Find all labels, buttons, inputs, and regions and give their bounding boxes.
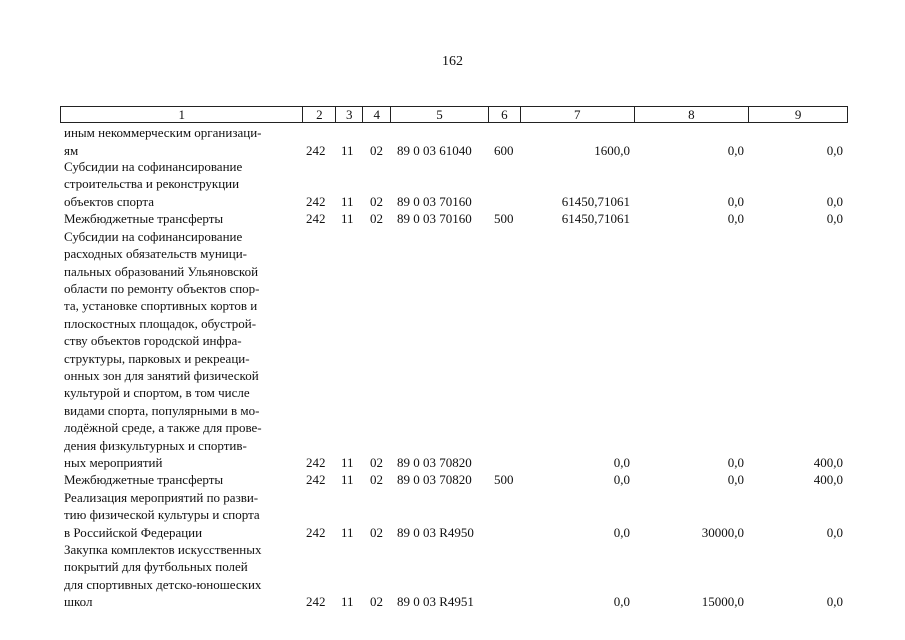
cell-col-2: 242 — [306, 525, 326, 540]
cell-col-9: 0,0 — [826, 525, 843, 540]
table-header — [60, 106, 848, 123]
cell-col-2: 242 — [306, 194, 326, 209]
cell-col-7: 0,0 — [613, 472, 630, 487]
table-row — [0, 315, 905, 332]
row-name: школ — [64, 594, 93, 609]
cell-col-6: 600 — [494, 143, 514, 158]
header-col-1: 1 — [61, 107, 303, 122]
table-row — [0, 454, 905, 471]
table-row — [0, 210, 905, 227]
cell-col-3: 11 — [341, 594, 354, 609]
cell-col-3: 11 — [341, 211, 354, 226]
table-row — [0, 332, 905, 349]
table-row — [0, 175, 905, 192]
table-row — [0, 280, 905, 297]
row-name: объектов спорта — [64, 194, 154, 209]
table-row — [0, 245, 905, 262]
table-row — [0, 263, 905, 280]
cell-col-4: 02 — [370, 594, 383, 609]
cell-col-5: 89 0 03 70820 — [397, 455, 472, 470]
cell-col-3: 11 — [341, 455, 354, 470]
row-name: в Российской Федерации — [64, 525, 203, 540]
cell-col-2: 242 — [306, 455, 326, 470]
row-name: та, установке спортивных кортов и — [64, 298, 258, 313]
cell-col-8: 0,0 — [727, 455, 744, 470]
row-name: для спортивных детско-юношеских — [64, 577, 262, 592]
row-name: культурой и спортом, в том числе — [64, 385, 250, 400]
cell-col-2: 242 — [306, 211, 326, 226]
header-col-4: 4 — [363, 107, 391, 122]
row-name: расходных обязательств муници- — [64, 246, 247, 261]
row-name: области по ремонту объектов спор- — [64, 281, 260, 296]
cell-col-3: 11 — [341, 143, 354, 158]
row-name: видами спорта, популярными в мо- — [64, 403, 260, 418]
cell-col-3: 11 — [341, 194, 354, 209]
row-name: Субсидии на софинансирование — [64, 229, 243, 244]
cell-col-7: 61450,71061 — [561, 194, 630, 209]
row-name: структуры, парковых и рекреаци- — [64, 351, 250, 366]
row-name: строительства и реконструкции — [64, 176, 240, 191]
cell-col-8: 0,0 — [727, 143, 744, 158]
table-row — [0, 489, 905, 506]
cell-col-5: 89 0 03 70160 — [397, 194, 472, 209]
cell-col-7: 1600,0 — [594, 143, 630, 158]
cell-col-7: 0,0 — [613, 594, 630, 609]
cell-col-5: 89 0 03 70160 — [397, 211, 472, 226]
row-name: онных зон для занятий физической — [64, 368, 259, 383]
cell-col-4: 02 — [370, 143, 383, 158]
header-col-3: 3 — [336, 107, 363, 122]
cell-col-7: 61450,71061 — [561, 211, 630, 226]
cell-col-6: 500 — [494, 472, 514, 487]
cell-col-2: 242 — [306, 594, 326, 609]
cell-col-8: 15000,0 — [701, 594, 744, 609]
cell-col-9: 0,0 — [826, 194, 843, 209]
row-name: Закупка комплектов искусственных — [64, 542, 262, 557]
cell-col-4: 02 — [370, 194, 383, 209]
cell-col-3: 11 — [341, 472, 354, 487]
table-row — [0, 193, 905, 210]
table-row — [0, 437, 905, 454]
cell-col-7: 0,0 — [613, 455, 630, 470]
cell-col-8: 0,0 — [727, 194, 744, 209]
row-name: ям — [64, 143, 79, 158]
header-col-7: 7 — [521, 107, 635, 122]
row-name: лодёжной среде, а также для прове- — [64, 420, 262, 435]
row-name: иным некоммерческим организаци- — [64, 125, 262, 140]
table-row — [0, 228, 905, 245]
cell-col-9: 400,0 — [813, 472, 843, 487]
table-row — [0, 558, 905, 575]
cell-col-4: 02 — [370, 472, 383, 487]
table-row — [0, 593, 905, 610]
table-row — [0, 350, 905, 367]
table-row — [0, 367, 905, 384]
cell-col-2: 242 — [306, 143, 326, 158]
table-row — [0, 471, 905, 488]
cell-col-5: 89 0 03 R4951 — [397, 594, 474, 609]
cell-col-9: 0,0 — [826, 211, 843, 226]
cell-col-2: 242 — [306, 472, 326, 487]
table-row — [0, 506, 905, 523]
table-row — [0, 541, 905, 558]
cell-col-9: 400,0 — [813, 455, 843, 470]
cell-col-6: 500 — [494, 211, 514, 226]
row-name: покрытий для футбольных полей — [64, 559, 248, 574]
header-col-6: 6 — [489, 107, 521, 122]
row-name: плоскостных площадок, обустрой- — [64, 316, 257, 331]
table-row — [0, 124, 905, 141]
row-name: Реализация мероприятий по разви- — [64, 490, 259, 505]
cell-col-8: 30000,0 — [701, 525, 744, 540]
row-name: пальных образований Ульяновской — [64, 264, 259, 279]
row-name: тию физической культуры и спорта — [64, 507, 260, 522]
table-row — [0, 524, 905, 541]
row-name: Межбюджетные трансферты — [64, 472, 224, 487]
header-col-2: 2 — [303, 107, 336, 122]
cell-col-9: 0,0 — [826, 143, 843, 158]
cell-col-8: 0,0 — [727, 211, 744, 226]
row-name: Межбюджетные трансферты — [64, 211, 224, 226]
cell-col-7: 0,0 — [613, 525, 630, 540]
cell-col-4: 02 — [370, 525, 383, 540]
row-name: Субсидии на софинансирование — [64, 159, 243, 174]
cell-col-4: 02 — [370, 211, 383, 226]
row-name: ных мероприятий — [64, 455, 163, 470]
header-col-5: 5 — [391, 107, 489, 122]
cell-col-5: 89 0 03 70820 — [397, 472, 472, 487]
cell-col-8: 0,0 — [727, 472, 744, 487]
table-row — [0, 576, 905, 593]
cell-col-4: 02 — [370, 455, 383, 470]
header-col-9: 9 — [794, 107, 802, 122]
header-col-8: 8 — [635, 107, 750, 122]
cell-col-9: 0,0 — [826, 594, 843, 609]
table-row — [0, 158, 905, 175]
table-row — [0, 419, 905, 436]
page-number: 162 — [442, 54, 463, 69]
table-row — [0, 402, 905, 419]
table-row — [0, 384, 905, 401]
cell-col-5: 89 0 03 61040 — [397, 143, 472, 158]
row-name: ству объектов городской инфра- — [64, 333, 242, 348]
table-row — [0, 142, 905, 159]
cell-col-3: 11 — [341, 525, 354, 540]
row-name: дения физкультурных и спортив- — [64, 438, 247, 453]
table-row — [0, 297, 905, 314]
cell-col-5: 89 0 03 R4950 — [397, 525, 474, 540]
